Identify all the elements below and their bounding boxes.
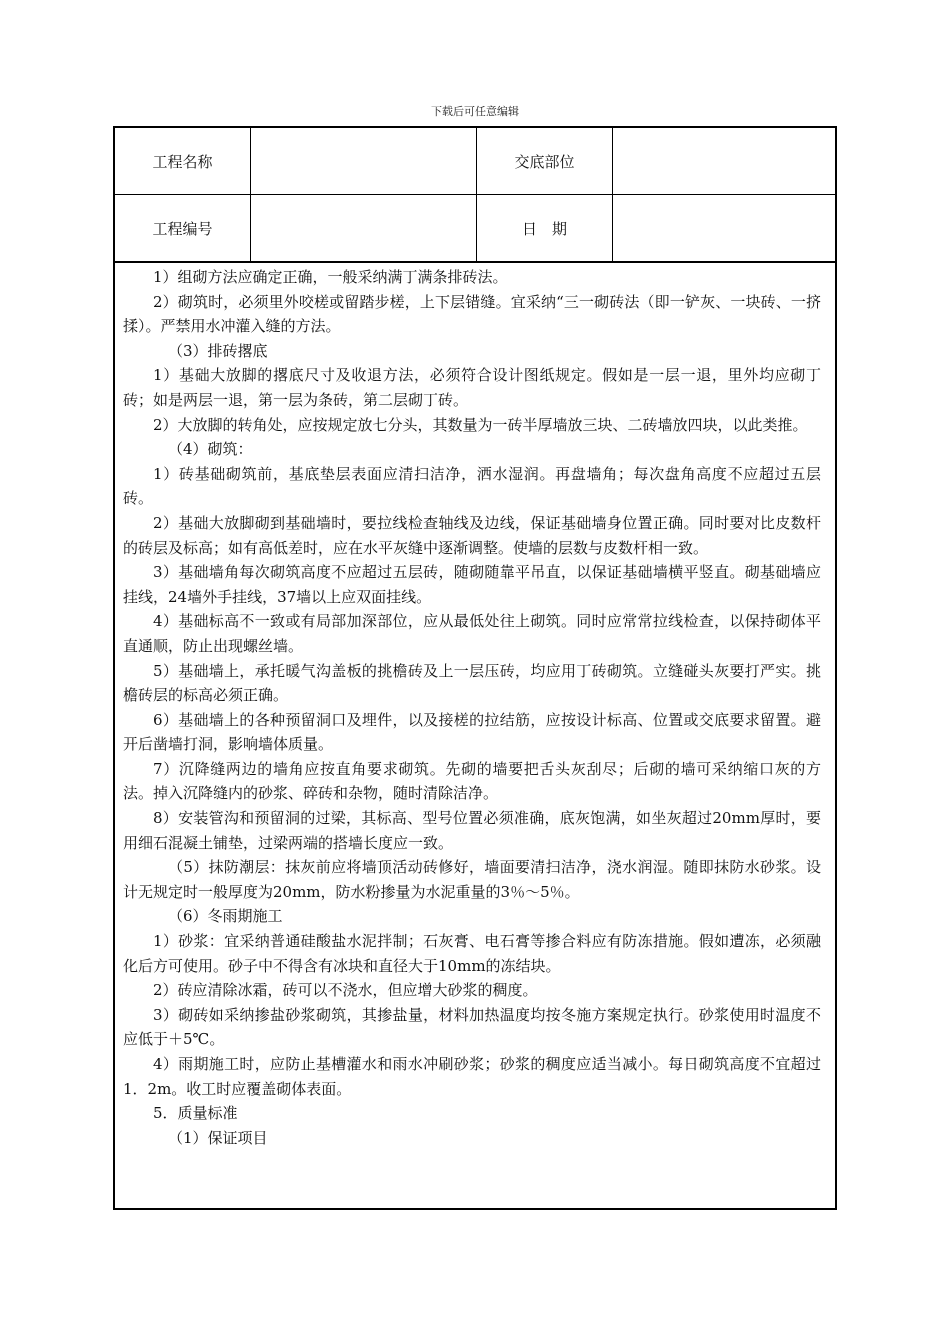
- disclosure-content: [115, 265, 835, 1150]
- date-label: 日 期: [477, 195, 613, 261]
- location-label: 交底部位: [477, 128, 613, 194]
- content-paragraph: 8）安装管沟和预留洞的过梁，其标高、型号位置必须准确，底灰饱满，如坐灰超过20mm厚时，要用细石混凝土铺垫，过梁两端的搭墙长度应一致。: [123, 809, 821, 852]
- content-paragraph: 1）砖基础砌筑前，基底垫层表面应清扫洁净，洒水湿润。再盘墙角；每次盘角高度不应超过五层砖。: [123, 464, 821, 508]
- content-paragraph: 3）砌砖如采纳掺盐砂浆砌筑，其掺盐量，材料加热温度均按冬施方案规定执行。砂浆使用时温度不应低于＋5℃。: [123, 1005, 821, 1049]
- project-name-field[interactable]: [251, 128, 477, 194]
- content-paragraph: （4）砌筑：: [168, 440, 253, 459]
- content-paragraph: （5）抹防潮层：抹灰前应将墙顶活动砖修好，墙面要清扫洁净，浇水润湿。随即抹防水砂浆。设计无规定时一般厚度为20mm，防水粉掺量为水泥重量的3％～5％。: [123, 858, 821, 901]
- content-paragraph: 2）砖应清除冰霜，砖可以不浇水，但应增大砂浆的稠度。: [153, 981, 538, 1000]
- disclosure-sheet: [113, 126, 837, 1210]
- content-paragraph: 2）基础大放脚砌到基础墙时，要拉线检查轴线及边线，保证基础墙身位置正确。同时要对比皮数杆的砖层及标高；如有高低差时，应在水平灰缝中逐渐调整。使墙的层数与皮数杆相一致。: [123, 513, 821, 557]
- date-field[interactable]: [613, 195, 835, 261]
- project-name-label: 工程名称: [115, 128, 251, 194]
- table-row: [115, 195, 835, 263]
- table-row: [115, 128, 835, 195]
- content-paragraph: 2）砌筑时，必须里外咬槎或留踏步槎，上下层错缝。宜采纳“三一砌砖法（即一铲灰、一块砖、一挤揉）。严禁用水冲灌入缝的方法。: [123, 292, 821, 336]
- content-paragraph: 1）组砌方法应确定正确，一般采纳满丁满条排砖法。: [153, 268, 508, 286]
- content-paragraph: 6）基础墙上的各种预留洞口及埋件，以及接槎的拉结筋，应按设计标高、位置或交底要求留置。避开后凿墙打洞，影响墙体质量。: [123, 710, 821, 754]
- content-paragraph: 3）基础墙角每次砌筑高度不应超过五层砖，随砌随靠平吊直，以保证基础墙横平竖直。砌基础墙应挂线，24墙外手挂线，37墙以上应双面挂线。: [123, 563, 821, 606]
- content-paragraph: （3）排砖撂底: [168, 341, 268, 360]
- content-paragraph: 7）沉降缝两边的墙角应按直角要求砌筑。先砌的墙要把舌头灰刮尽；后砌的墙可采纳缩口灰的方法。掉入沉降缝内的砂浆、碎砖和杂物，随时清除洁净。: [123, 759, 821, 803]
- content-paragraph: 1）砂浆：宜采纳普通硅酸盐水泥拌制；石灰膏、电石膏等掺合料应有防冻措施。假如遭冻，必须融化后方可使用。砂子中不得含有冰块和直径大于10mm的冻结块。: [123, 932, 821, 975]
- content-paragraph: （6）冬雨期施工: [168, 907, 283, 926]
- project-number-field[interactable]: [251, 195, 477, 261]
- content-paragraph: （1）保证项目: [168, 1128, 268, 1147]
- content-paragraph: 1）基础大放脚的撂底尺寸及收退方法，必须符合设计图纸规定。假如是一层一退，里外均应砌丁砖；如是两层一退，第一层为条砖，第二层砌丁砖。: [123, 366, 821, 409]
- content-paragraph: 5．质量标准: [153, 1104, 238, 1123]
- content-paragraph: 2）大放脚的转角处，应按规定放七分头，其数量为一砖半厚墙放三块、二砖墙放四块，以此类推。: [153, 415, 808, 434]
- location-field[interactable]: [613, 128, 835, 194]
- content-paragraph: 4）基础标高不一致或有局部加深部位，应从最低处往上砌筑。同时应常常拉线检查，以保持砌体平直通顺，防止出现螺丝墙。: [123, 612, 821, 655]
- content-paragraph: 4）雨期施工时，应防止基槽灌水和雨水冲刷砂浆；砂浆的稠度应适当减小。每日砌筑高度不宜超过1．2m。收工时应覆盖砌体表面。: [123, 1055, 821, 1098]
- content-paragraph: 5）基础墙上，承托暖气沟盖板的挑檐砖及上一层压砖，均应用丁砖砌筑。立缝碰头灰要打严实。挑檐砖层的标高必须正确。: [123, 661, 821, 705]
- header-note: 下载后可任意编辑: [431, 105, 519, 118]
- project-number-label: 工程编号: [115, 195, 251, 261]
